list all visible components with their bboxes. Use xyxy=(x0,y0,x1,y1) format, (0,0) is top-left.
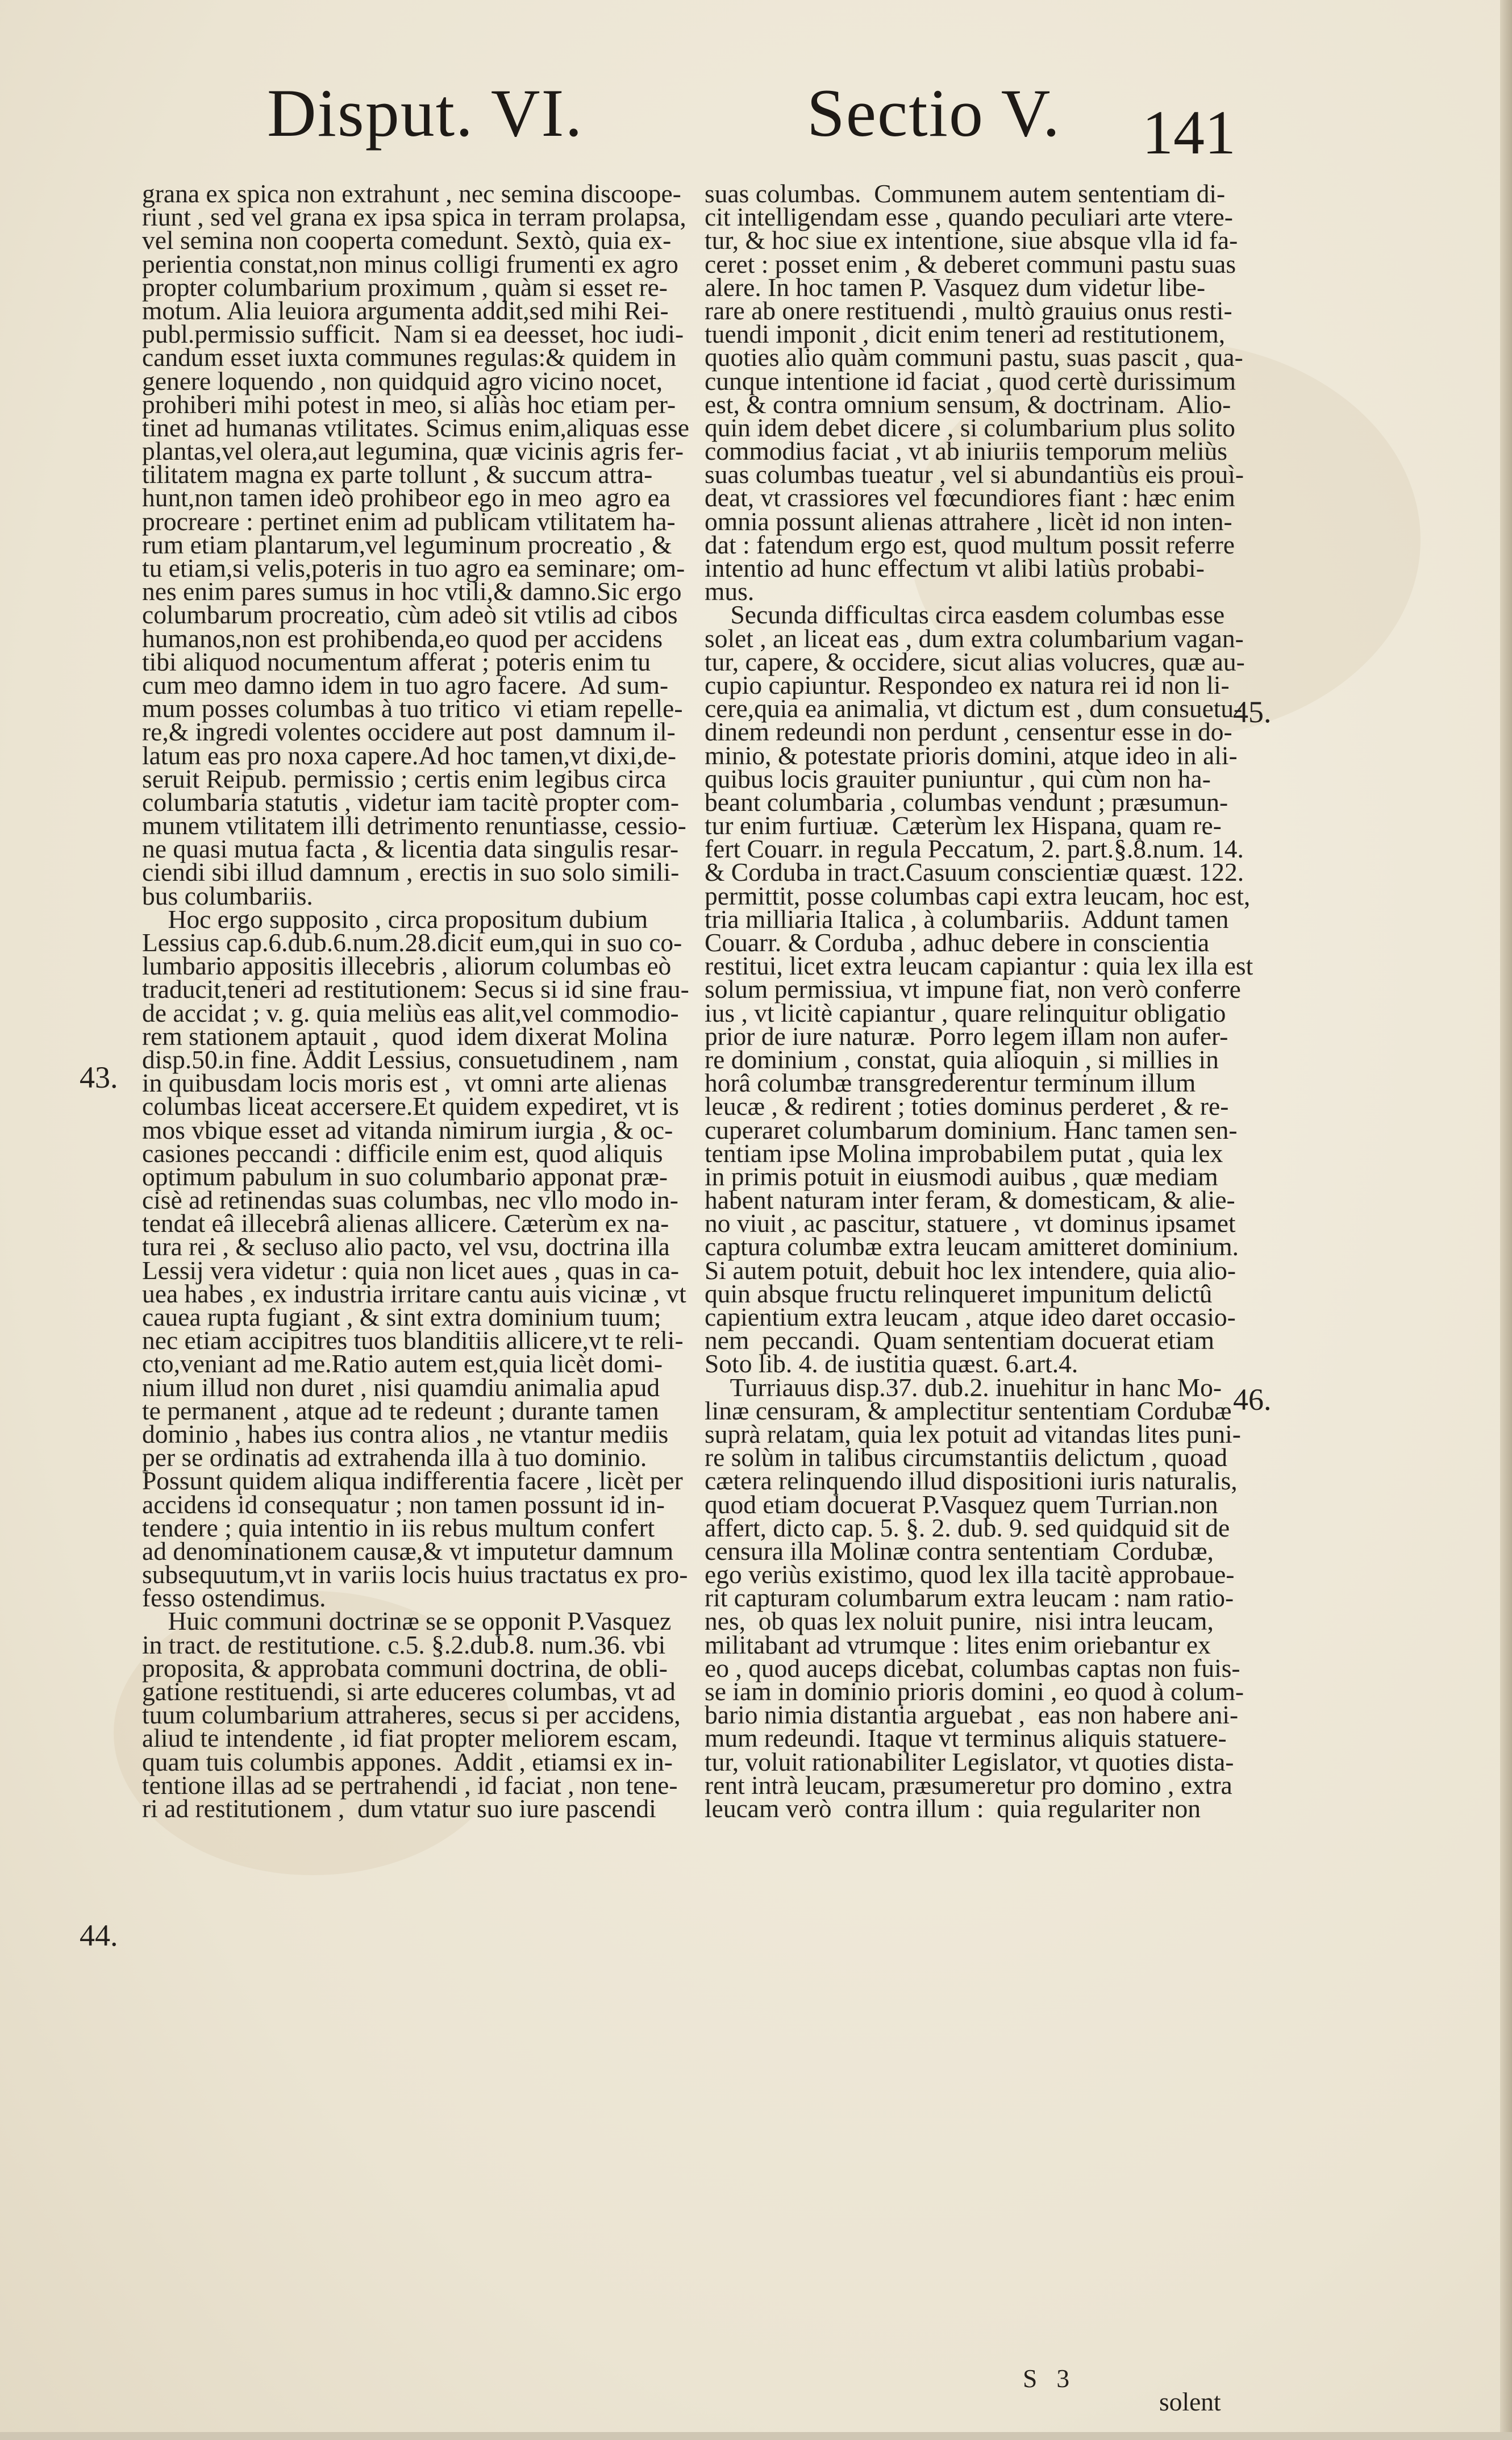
text-line: habent naturam inter feram, & domesticam, & alie- xyxy=(705,1185,1235,1215)
text-line: quin idem debet dicere , si columbarium plus solito xyxy=(705,413,1235,442)
text-line: proposita, & approbata communi doctrina, de obli- xyxy=(142,1653,668,1683)
text-line: tur, & hoc siue ex intentione, siue absque vlla id fa- xyxy=(705,226,1238,255)
text-line: commodius faciat , vt ab iniuriis temporum meliùs xyxy=(705,436,1227,466)
text-line: Secunda difficultas circa easdem columbas esse xyxy=(705,600,1225,630)
text-line: tur, capere, & occidere, sicut alias volucres, quæ au- xyxy=(705,647,1245,676)
text-line: optimum pabulum in suo columbario apponat præ- xyxy=(142,1161,668,1191)
text-line: cit intelligendam esse , quando peculiari arte vtere- xyxy=(705,202,1233,232)
text-line: seruit Reipub. permissio ; certis enim legibus circa xyxy=(142,764,667,793)
text-line: per se ordinatis ad extrahenda illa à tuo dominio. xyxy=(142,1443,647,1472)
text-line: deat, vt crassiores vel fœcundiores fiant : hæc enim xyxy=(705,483,1235,513)
text-line: aliud te intendente , id fiat propter meliorem escam, xyxy=(142,1723,678,1753)
text-line: censura illa Molinæ contra sententiam Cordubæ, xyxy=(705,1536,1214,1565)
text-line: rent intrà leucam, præsumeretur pro domino , extra xyxy=(705,1770,1232,1800)
signature-mark: S 3 xyxy=(1023,2364,1070,2393)
text-line: rare ab onere restituendi , multò grauius onus resti- xyxy=(705,295,1232,325)
text-line: suas columbas tueatur , vel si abundantiùs eis prouì- xyxy=(705,460,1244,489)
text-line: tura rei , & secluso alio pacto, vel vsu, doctrina illa xyxy=(142,1232,670,1261)
text-line: restitui, licet extra leucam capiantur : quia lex illa est xyxy=(705,951,1253,981)
folio-number: 141 xyxy=(1142,98,1236,167)
text-line: eo , quod auceps dicebat, columbas captas non fuis- xyxy=(705,1653,1240,1683)
text-line: hunt,non tamen ideò prohibeor ego in meo agro ea xyxy=(142,483,670,513)
text-line: suas columbas. Communem autem sententiam di- xyxy=(705,179,1226,208)
text-line: Huic communi doctrinæ se se opponit P.Vasquez xyxy=(142,1606,672,1636)
text-line: ne quasi mutua facta , & licentia data singulis resar- xyxy=(142,834,679,864)
text-line: dat : fatendum ergo est, quod multum possit referre xyxy=(705,530,1235,559)
text-line: Soto lib. 4. de iustitia quæst. 6.art.4. xyxy=(705,1349,1078,1379)
text-line: tendat eâ illecebrâ alienas allicere. Cæterùm ex na- xyxy=(142,1209,669,1238)
text-line: nium illud non duret , nisi quamdiu animalia apud xyxy=(142,1372,660,1402)
text-line: mus. xyxy=(705,577,755,606)
text-line: disp.50.in fine. Addit Lessius, consuetudinem , nam xyxy=(142,1044,679,1074)
text-line: minio, & potestate prioris domini, atque ideo in ali- xyxy=(705,740,1238,770)
text-line: publ.permissio sufficit. Nam si ea deesset, hoc iudi- xyxy=(142,319,684,349)
margin-number-44: 44. xyxy=(80,1918,118,1952)
text-line: in quibusdam locis moris est , vt omni arte alienas xyxy=(142,1068,667,1098)
text-line: Couarr. & Corduba , adhuc debere in conscientia xyxy=(705,928,1210,957)
text-line: quam tuis columbis appones. Addit , etiamsi ex in- xyxy=(142,1747,673,1776)
running-head-section: Sectio V. xyxy=(807,75,1061,151)
text-line: cisè ad retinendas suas columbas, nec vllo modo in- xyxy=(142,1185,678,1215)
text-line: tria milliaria Italica , à columbariis. Addunt tamen xyxy=(705,904,1229,934)
text-line: ciendi sibi illud damnum , erectis in suo solo simili- xyxy=(142,857,680,887)
text-line: Possunt quidem aliqua indifferentia facere , licèt per xyxy=(142,1466,683,1496)
text-line: suprà relatam, quia lex potuit ad vitandas lites puni- xyxy=(705,1419,1241,1448)
text-line: candum esset iuxta communes regulas:& quidem in xyxy=(142,343,677,372)
text-line: Lessius cap.6.dub.6.num.28.dicit eum,qui in suo co- xyxy=(142,928,682,957)
text-line: militabant ad vtrumque : lites enim oriebantur ex xyxy=(705,1630,1211,1659)
text-line: leucæ , & redirent ; toties dominus perderet , & re- xyxy=(705,1092,1229,1121)
text-line: te permanent , atque ad te redeunt ; durante tamen xyxy=(142,1396,659,1425)
text-line: Lessij vera videtur : quia non licet aues , quas in ca- xyxy=(142,1255,680,1285)
text-line: mum posses columbas à tuo tritico vi etiam repelle- xyxy=(142,694,683,723)
text-line: nec etiam accipitres tuos blanditiis allicere,vt te reli- xyxy=(142,1326,684,1355)
text-line: capientium extra leucam , atque ideo daret occasio- xyxy=(705,1302,1236,1331)
text-line: ri ad restitutionem , dum vtatur suo iure pascendi xyxy=(142,1793,656,1823)
text-line: nes enim pares sumus in hoc vtili,& damno.Sic ergo xyxy=(142,577,682,606)
text-line: cto,veniant ad me.Ratio autem est,quia licèt domi- xyxy=(142,1349,663,1379)
text-line: ad denominationem causæ,& vt imputetur damnum xyxy=(142,1536,674,1565)
text-line: fert Couarr. in regula Peccatum, 2. part.§.8.num. 14. xyxy=(705,834,1244,864)
catchword: solent xyxy=(1159,2387,1221,2417)
text-line: omnia possunt alienas attrahere , licèt id non inten- xyxy=(705,506,1232,536)
text-line: riunt , sed vel grana ex ipsa spica in terram prolapsa, xyxy=(142,202,686,232)
text-line: re solùm in talibus circumstantiis delictum , quoad xyxy=(705,1443,1227,1472)
text-line: tur, voluit rationabiliter Legislator, vt quoties dista- xyxy=(705,1747,1234,1776)
text-line: Si autem potuit, debuit hoc lex intendere, quia alio- xyxy=(705,1255,1236,1285)
text-line: re,& ingredi volentes occidere aut post damnum il- xyxy=(142,717,676,747)
text-line: affert, dicto cap. 5. §. 2. dub. 9. sed quidquid sit de xyxy=(705,1513,1230,1542)
text-line: bario nimia distantia arguebat , eas non habere ani- xyxy=(705,1700,1239,1730)
text-line: rum etiam plantarum,vel leguminum procreatio , & xyxy=(142,530,672,559)
text-line: vel semina non cooperta comedunt. Sextò, quia ex- xyxy=(142,226,672,255)
text-line: prohiberi mihi potest in meo, si aliàs hoc etiam per- xyxy=(142,389,676,419)
text-line: cum meo damno idem in tuo agro facere. Ad sum- xyxy=(142,670,669,699)
text-line: genere loquendo , non quidquid agro vicino nocet, xyxy=(142,366,663,395)
text-line: prior de iure naturæ. Porro legem illam non aufer- xyxy=(705,1021,1228,1051)
text-line: grana ex spica non extrahunt , nec semina discoope- xyxy=(142,179,681,208)
text-line: permittit, posse columbas capi extra leucam, hoc est, xyxy=(705,881,1251,910)
text-line: ius , vt licitè capiantur , quare relinquitur obligatio xyxy=(705,998,1226,1027)
margin-number-45: 45. xyxy=(1233,695,1272,729)
text-line: uea habes , ex industria irritare cantu auis vicinæ , vt xyxy=(142,1279,686,1308)
text-line: quoties alio quàm communi pastu, suas pascit , qua- xyxy=(705,343,1243,372)
text-line: rem stationem aptauit , quod idem dixerat Molina xyxy=(142,1021,668,1051)
text-line: dominio , habes ius contra alios , ne vtantur mediis xyxy=(142,1419,669,1448)
text-line: Turriauus disp.37. dub.2. inuehitur in hanc Mo- xyxy=(705,1372,1222,1402)
text-line: tendere ; quia intentio in iis rebus multum confert xyxy=(142,1513,655,1542)
text-line: tuendi imponit , dicit enim teneri ad restitutionem, xyxy=(705,319,1226,349)
text-line: se iam in dominio prioris domini , eo quod à colum- xyxy=(705,1677,1244,1706)
text-line: quin absque fructu relinqueret impunitum delictû xyxy=(705,1279,1213,1308)
text-line: casiones peccandi : difficile enim est, quod aliquis xyxy=(142,1138,663,1168)
text-line: cuperaret columbarum dominium. Hanc tamen sen- xyxy=(705,1115,1238,1144)
text-line: mum redeundi. Itaque vt terminus aliquis statuere- xyxy=(705,1723,1227,1753)
text-line: & Corduba in tract.Casuum conscientiæ quæst. 122. xyxy=(705,857,1244,887)
margin-number-46: 46. xyxy=(1233,1383,1272,1417)
text-line: columbas liceat accersere.Et quidem expediret, vt is xyxy=(142,1092,679,1121)
text-line: rit capturam columbarum extra leucam : nam ratio- xyxy=(705,1583,1234,1613)
text-line: propter columbarium proximum , quàm si esset re- xyxy=(142,272,668,302)
text-line: traducit,teneri ad restitutionem: Secus si id sine frau- xyxy=(142,975,689,1004)
text-line: perientia constat,non minus colligi frumenti ex agro xyxy=(142,249,678,278)
text-line: cætera relinquendo illud dispositioni iuris naturalis, xyxy=(705,1466,1238,1496)
text-line: est, & contra omnium sensum, & doctrinam. Alio- xyxy=(705,389,1231,419)
text-line: bus columbariis. xyxy=(142,881,313,910)
text-line: cupio capiuntur. Respondeo ex natura rei id non li- xyxy=(705,670,1230,699)
margin-number-43: 43. xyxy=(80,1060,118,1094)
text-line: linæ censuram, & amplectitur sententiam Cordubæ xyxy=(705,1396,1232,1425)
text-line: alere. In hoc tamen P. Vasquez dum videtur libe- xyxy=(705,272,1206,302)
text-line: de accidat ; v. g. quia meliùs eas alit,vel commodio- xyxy=(142,998,679,1027)
text-line: Hoc ergo supposito , circa propositum dubium xyxy=(142,904,648,934)
text-line: munem vtilitatem illi detrimento renuntiasse, cessio- xyxy=(142,811,686,840)
text-line: cunque intentione id faciat , quod certè durissimum xyxy=(705,366,1236,395)
text-line: ceret : posset enim , & deberet communi pastu suas xyxy=(705,249,1236,278)
text-line: quod etiam docuerat P.Vasquez quem Turrian.non xyxy=(705,1489,1218,1519)
text-line: intentio ad hunc effectum vt alibi latiùs probabi- xyxy=(705,553,1205,582)
text-line: horâ columbæ transgrederentur terminum illum xyxy=(705,1068,1196,1098)
text-line: motum. Alia leuiora argumenta addit,sed mihi Rei- xyxy=(142,295,669,325)
text-line: leucam verò contra illum : quia regulariter non xyxy=(705,1793,1201,1823)
text-line: fesso ostendimus. xyxy=(142,1583,326,1613)
text-line: ego veriùs existimo, quod lex illa tacitè approbaue- xyxy=(705,1560,1235,1589)
text-line: cere,quia ea animalia, vt dictum est , dum consuetu- xyxy=(705,694,1243,723)
text-line: lumbario appositis illecebris , aliorum columbas eò xyxy=(142,951,672,981)
left-text-column xyxy=(142,179,689,1823)
text-line: columbaria statutis , videtur iam tacitè propter com- xyxy=(142,787,680,817)
text-line: tentiam ipse Molina improbabilem putat , quia lex xyxy=(705,1138,1223,1168)
text-line: tentione illas ad se pertrahendi , id faciat , non tene- xyxy=(142,1770,678,1800)
text-line: subsequutum,vt in variis locis huius tractatus ex pro- xyxy=(142,1560,688,1589)
signature-line xyxy=(705,2343,1224,2417)
text-line: in tract. de restitutione. c.5. §.2.dub.8. num.36. vbi xyxy=(142,1630,666,1659)
text-line: tu etiam,si velis,poteris in tuo agro ea seminare; om- xyxy=(142,553,685,582)
page-edge xyxy=(1500,0,1512,2432)
text-line: dinem redeundi non perdunt , censentur esse in do- xyxy=(705,717,1232,747)
text-line: plantas,vel olera,aut legumina, quæ vicinis agris fer- xyxy=(142,436,684,466)
text-line: tibi aliquod nocumentum afferat ; poteris enim tu xyxy=(142,647,651,676)
text-line: gatione restituendi, si arte educeres columbas, vt ad xyxy=(142,1677,676,1706)
text-line: nes, ob quas lex noluit punire, nisi intra leucam, xyxy=(705,1606,1214,1636)
text-line: no viuit , ac pascitur, statuere , vt dominus ipsamet xyxy=(705,1209,1236,1238)
text-line: humanos,non est prohibenda,eo quod per accidens xyxy=(142,623,663,653)
text-line: procreare : pertinet enim ad publicam vtilitatem ha- xyxy=(142,506,676,536)
text-line: columbarum procreatio, cùm adeò sit vtilis ad cibos xyxy=(142,600,678,630)
text-line: accidens id consequatur ; non tamen possunt id in- xyxy=(142,1489,665,1519)
running-head-disputation: Disput. VI. xyxy=(267,75,584,151)
text-line: tur enim furtiuæ. Cæterùm lex Hispana, quam re- xyxy=(705,811,1222,840)
text-line: cauea rupta fugiant , & sint extra dominium tuum; xyxy=(142,1302,661,1331)
text-line: latum eas pro noxa capere.Ad hoc tamen,vt dixi,de- xyxy=(142,740,676,770)
text-line: nem peccandi. Quam sententiam docuerat etiam xyxy=(705,1326,1215,1355)
text-line: re dominium , constat, quia alioquin , si millies in xyxy=(705,1044,1219,1074)
text-line: solum permissiua, vt impune fiat, non verò conferre xyxy=(705,975,1241,1004)
text-line: solet , an liceat eas , dum extra columbarium vagan- xyxy=(705,623,1244,653)
text-line: captura columbæ extra leucam amitteret dominium. xyxy=(705,1232,1239,1261)
text-line: in primis potuit in eiusmodi auibus , quæ mediam xyxy=(705,1161,1218,1191)
text-line: mos vbique esset ad vitanda nimirum iurgia , & oc- xyxy=(142,1115,673,1144)
text-line: quibus locis grauiter puniuntur , qui cùm non ha- xyxy=(705,764,1211,793)
text-line: tinet ad humanas vtilitates. Scimus enim,aliquas esse xyxy=(142,413,689,442)
text-line: tuum columbarium attraheres, secus si per accidens, xyxy=(142,1700,681,1730)
text-line: beant columbaria , columbas vendunt ; præsumun- xyxy=(705,787,1228,817)
text-line: tilitatem magna ex parte tollunt , & succum attra- xyxy=(142,460,653,489)
